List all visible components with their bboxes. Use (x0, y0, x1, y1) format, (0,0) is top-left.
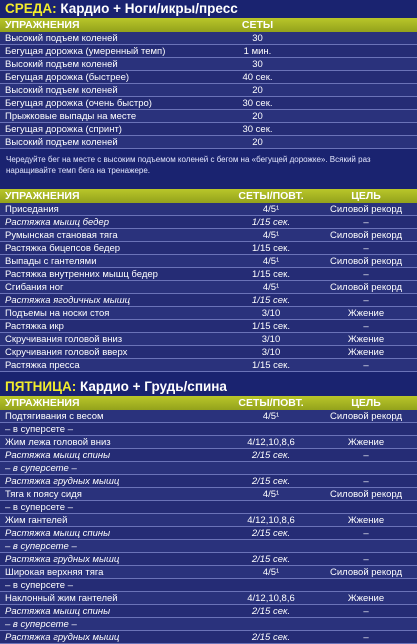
friday-table-body (0, 410, 417, 644)
exercise-name: Подтягивания с весом (5, 411, 104, 422)
table-row (0, 281, 417, 294)
exercise-sets: 1 мин. (243, 46, 272, 57)
wednesday-table-header (0, 18, 417, 32)
exercise-goal (315, 618, 417, 630)
exercise-sets-reps: 4/5¹ (262, 489, 280, 500)
exercise-name: Растяжка грудных мышц (5, 554, 120, 565)
exercise-goal: – (363, 321, 369, 332)
exercise-name: Жим гантелей (5, 515, 68, 526)
exercise-sets-reps: 2/15 сек. (251, 606, 291, 617)
wednesday-table-body (0, 32, 417, 149)
exercise-sets-reps: 4/5¹ (262, 411, 280, 422)
exercise-name: Растяжка икр (5, 321, 64, 332)
exercise-goal: – (363, 217, 369, 228)
exercise-sets: 30 сек. (242, 124, 273, 135)
exercise-goal: Жжение (347, 515, 385, 526)
exercise-name: Сгибания ног (5, 282, 64, 293)
exercise-name: Скручивания головой вниз (5, 334, 123, 345)
table-row (0, 514, 417, 527)
exercise-name: Жим лежа головой вниз (5, 437, 111, 448)
table-row (0, 136, 417, 149)
exercise-goal (315, 540, 417, 552)
table-row (0, 553, 417, 566)
header-sets-reps: СЕТЫ/ПОВТ. (238, 190, 304, 202)
exercise-name: Растяжка пресса (5, 360, 80, 371)
table-row (0, 229, 417, 242)
exercise-name: Бегущая дорожка (очень быстро) (5, 98, 152, 109)
exercise-goal: Силовой рекорд (330, 567, 402, 578)
wednesday-focus: Кардио + Ноги/икры/пресс (60, 1, 238, 16)
exercise-sets-reps (227, 618, 315, 630)
exercise-name: – в суперсете – (5, 424, 73, 435)
exercise-goal: Силовой рекорд (330, 282, 402, 293)
table-row (0, 58, 417, 71)
empty-cell (300, 84, 417, 96)
exercise-sets: 30 (252, 33, 263, 44)
exercise-sets-reps: 4/5¹ (262, 230, 280, 241)
header-exercises: УПРАЖНЕНИЯ (5, 397, 80, 409)
empty-cell (300, 32, 417, 44)
table-row (0, 631, 417, 644)
exercise-name: Растяжка мышц спины (5, 606, 111, 617)
exercise-sets-reps: 2/15 сек. (251, 528, 291, 539)
table-row (0, 268, 417, 281)
empty-cell (300, 97, 417, 109)
table-row (0, 255, 417, 268)
exercise-name: Бегущая дорожка (быстрее) (5, 72, 130, 83)
exercise-name: – в суперсете – (5, 619, 77, 630)
exercise-name: Растяжка мышц бедер (5, 217, 109, 228)
table-row (0, 203, 417, 216)
header-exercises: УПРАЖНЕНИЯ (5, 19, 80, 31)
exercise-sets-reps (227, 462, 315, 474)
exercise-sets: 20 (252, 111, 263, 122)
exercise-name: Растяжка бицепсов бедер (5, 243, 121, 254)
exercise-goal (315, 579, 417, 591)
table-row (0, 501, 417, 514)
exercise-goal: – (363, 632, 369, 643)
header-empty (300, 18, 417, 32)
table-row (0, 45, 417, 58)
table-row (0, 592, 417, 605)
exercise-name: – в суперсете – (5, 541, 77, 552)
exercise-goal: Жжение (347, 437, 385, 448)
exercise-sets-reps: 4/12,10,8,6 (247, 593, 295, 604)
exercise-goal: – (363, 295, 369, 306)
header-goal: ЦЕЛЬ (351, 397, 381, 409)
legs-table-header (0, 189, 417, 203)
table-row (0, 71, 417, 84)
table-row (0, 97, 417, 110)
exercise-goal: Жжение (347, 347, 385, 358)
exercise-sets-reps: 4/12,10,8,6 (247, 515, 295, 526)
exercise-sets-reps: 4/5¹ (262, 567, 280, 578)
exercise-sets-reps: 2/15 сек. (251, 476, 291, 487)
exercise-goal: Жжение (347, 593, 385, 604)
table-row (0, 216, 417, 229)
exercise-sets: 20 (252, 85, 263, 96)
table-row (0, 579, 417, 592)
table-row (0, 475, 417, 488)
exercise-name: Растяжка мышц спины (5, 528, 111, 539)
exercise-sets: 30 (252, 59, 263, 70)
exercise-name: Растяжка ягодичных мышц (5, 295, 131, 306)
exercise-name: Выпады с гантелями (5, 256, 97, 267)
table-row (0, 605, 417, 618)
exercise-name: Растяжка внутренних мышц бедер (5, 269, 158, 280)
exercise-goal: – (363, 360, 369, 371)
empty-cell (300, 123, 417, 135)
exercise-name: Приседания (5, 204, 59, 215)
table-row (0, 462, 417, 475)
exercise-name: – в суперсете – (5, 502, 73, 513)
header-sets: СЕТЫ (241, 19, 274, 31)
legs-table-body (0, 203, 417, 372)
exercise-goal (315, 423, 417, 435)
exercise-sets-reps (227, 423, 315, 435)
exercise-name: Тяга к поясу сидя (5, 489, 82, 500)
table-row (0, 436, 417, 449)
exercise-goal: – (363, 476, 369, 487)
exercise-goal: Жжение (347, 308, 385, 319)
exercise-name: Бегущая дорожка (умеренный темп) (5, 46, 166, 57)
friday-focus: Кардио + Грудь/спина (79, 379, 227, 394)
exercise-goal: – (363, 243, 369, 254)
table-row (0, 359, 417, 372)
exercise-goal (315, 501, 417, 513)
exercise-name: Скручивания головой вверх (5, 347, 128, 358)
empty-cell (300, 45, 417, 57)
exercise-name: – в суперсете – (5, 580, 73, 591)
exercise-sets-reps (227, 540, 315, 552)
empty-cell (300, 71, 417, 83)
exercise-name: Растяжка грудных мышц (5, 632, 120, 643)
friday-day-label: ПЯТНИЦА: (5, 379, 77, 394)
exercise-name: Подъемы на носки стоя (5, 308, 110, 319)
exercise-sets-reps: 3/10 (261, 334, 281, 345)
exercise-goal: Силовой рекорд (330, 256, 402, 267)
exercise-sets-reps: 2/15 сек. (251, 450, 291, 461)
table-row (0, 540, 417, 553)
exercise-sets-reps: 4/5¹ (262, 256, 280, 267)
exercise-sets-reps: 4/5¹ (262, 204, 280, 215)
exercise-sets-reps: 1/15 сек. (251, 295, 291, 306)
table-row (0, 566, 417, 579)
wednesday-note: Чередуйте бег на месте с высоким подъемом коленей с бегом на «бегущей дорожке». Всякий раз наращивайте темп бега на тренажере. (0, 149, 417, 189)
table-row (0, 110, 417, 123)
header-exercises: УПРАЖНЕНИЯ (5, 190, 80, 202)
exercise-sets-reps: 3/10 (261, 347, 281, 358)
table-row (0, 346, 417, 359)
exercise-sets-reps: 1/15 сек. (252, 269, 290, 280)
table-row (0, 123, 417, 136)
exercise-goal: Силовой рекорд (330, 204, 402, 215)
exercise-goal: – (363, 554, 369, 565)
exercise-goal (315, 462, 417, 474)
table-row (0, 410, 417, 423)
exercise-name: Наклонный жим гантелей (5, 593, 118, 604)
exercise-sets-reps: 1/15 сек. (252, 243, 290, 254)
exercise-sets-reps: 3/10 (261, 308, 281, 319)
header-goal: ЦЕЛЬ (351, 190, 381, 202)
exercise-sets-reps: 2/15 сек. (251, 554, 291, 565)
exercise-goal: – (363, 528, 369, 539)
wednesday-day-label: СРЕДА: (5, 1, 57, 16)
empty-cell (300, 110, 417, 122)
exercise-name: Высокий подъем коленей (5, 59, 118, 70)
table-row (0, 527, 417, 540)
table-row (0, 307, 417, 320)
exercise-name: Растяжка грудных мышц (5, 476, 120, 487)
table-row (0, 618, 417, 631)
exercise-name: Прыжковые выпады на месте (5, 111, 137, 122)
exercise-goal: Силовой рекорд (330, 230, 402, 241)
empty-cell (300, 136, 417, 148)
exercise-sets: 30 сек. (242, 98, 273, 109)
exercise-name: Бегущая дорожка (спринт) (5, 124, 122, 135)
table-row (0, 84, 417, 97)
table-row (0, 32, 417, 45)
exercise-sets-reps (227, 579, 315, 591)
exercise-sets-reps (227, 501, 315, 513)
table-row (0, 423, 417, 436)
exercise-goal: – (363, 269, 369, 280)
friday-table-header (0, 396, 417, 410)
table-row (0, 242, 417, 255)
table-row (0, 320, 417, 333)
exercise-sets-reps: 1/15 сек. (252, 321, 290, 332)
exercise-sets-reps: 4/5¹ (262, 282, 280, 293)
friday-title (0, 378, 417, 396)
exercise-goal: Силовой рекорд (330, 489, 402, 500)
exercise-sets-reps: 2/15 сек. (251, 632, 291, 643)
exercise-sets-reps: 4/12,10,8,6 (247, 437, 295, 448)
exercise-sets-reps: 1/15 сек. (252, 360, 290, 371)
table-row (0, 294, 417, 307)
exercise-name: Румынская становая тяга (5, 230, 118, 241)
exercise-name: – в суперсете – (5, 463, 77, 474)
exercise-name: Высокий подъем коленей (5, 33, 118, 44)
exercise-name: Растяжка мышц спины (5, 450, 111, 461)
exercise-name: Высокий подъем коленей (5, 137, 118, 148)
exercise-name: Высокий подъем коленей (5, 85, 118, 96)
exercise-goal: – (363, 450, 369, 461)
empty-cell (300, 58, 417, 70)
table-row (0, 488, 417, 501)
exercise-sets: 40 сек. (242, 72, 273, 83)
wednesday-title (0, 0, 417, 18)
exercise-name: Широкая верхняя тяга (5, 567, 104, 578)
table-row (0, 333, 417, 346)
table-row (0, 449, 417, 462)
exercise-goal: Силовой рекорд (330, 411, 402, 422)
exercise-goal: Жжение (347, 334, 385, 345)
exercise-goal: – (363, 606, 369, 617)
header-sets-reps: СЕТЫ/ПОВТ. (238, 397, 304, 409)
exercise-sets: 20 (252, 137, 263, 148)
exercise-sets-reps: 1/15 сек. (251, 217, 291, 228)
